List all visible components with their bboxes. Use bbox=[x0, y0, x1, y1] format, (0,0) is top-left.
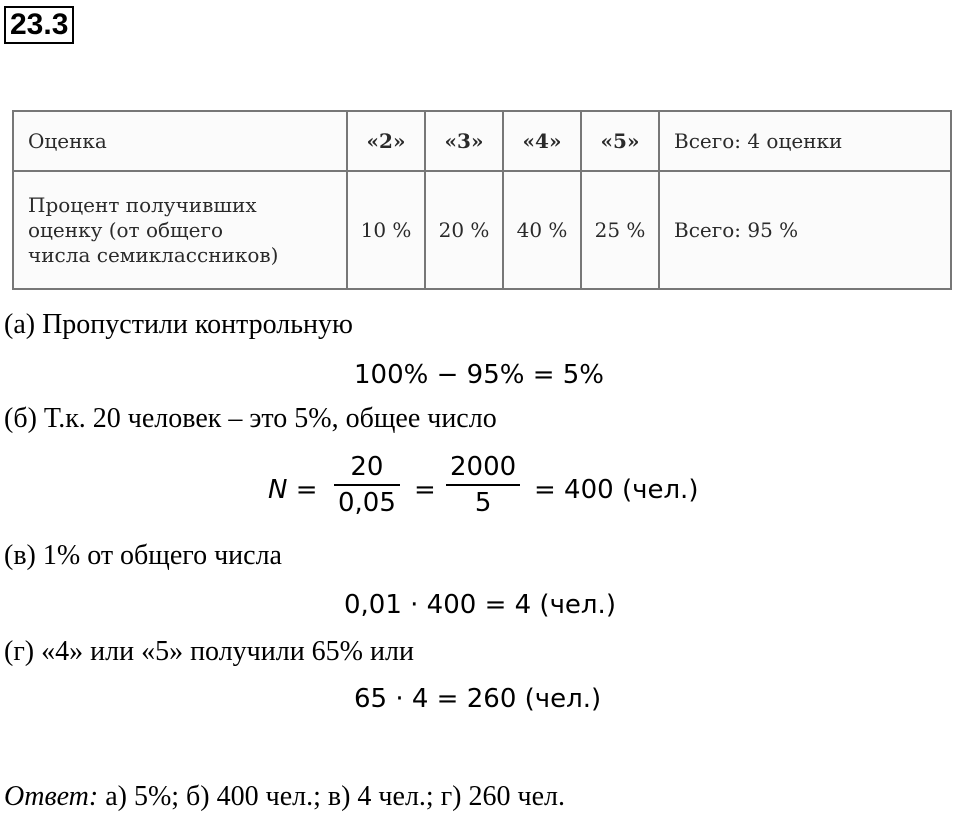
grades-table bbox=[12, 110, 952, 290]
grade-4-header: «4» bbox=[503, 111, 581, 171]
fraction-2000-over-5 bbox=[446, 450, 520, 520]
fraction-2-denominator: 5 bbox=[474, 488, 492, 518]
fraction-1-denominator: 0,05 bbox=[338, 488, 396, 518]
grade-5-header: «5» bbox=[581, 111, 659, 171]
grade-2-header: «2» bbox=[347, 111, 425, 171]
percent-grade-5: 25 % bbox=[581, 171, 659, 289]
total-grades-cell: Всего: 4 оценки bbox=[659, 111, 951, 171]
part-c-formula: 0,01 · 400 = 4 (чел.) bbox=[344, 590, 616, 620]
table-row-grades bbox=[13, 111, 951, 171]
part-d-formula: 65 · 4 = 260 (чел.) bbox=[354, 684, 602, 714]
problem-number: 23.3 bbox=[4, 6, 74, 44]
fraction-2-numerator: 2000 bbox=[446, 450, 520, 486]
answer-line bbox=[4, 781, 565, 813]
part-c-text: (в) 1% от общего числа bbox=[4, 540, 282, 571]
part-b-result: = 400 (чел.) bbox=[534, 475, 699, 505]
fraction-1-numerator: 20 bbox=[334, 450, 400, 486]
percent-grade-2: 10 % bbox=[347, 171, 425, 289]
row-label-percent bbox=[13, 171, 347, 289]
percent-label-line-2: оценку (от общего bbox=[28, 217, 223, 242]
table-row-percent bbox=[13, 171, 951, 289]
part-b-text: (б) Т.к. 20 человек – это 5%, общее число bbox=[4, 403, 497, 434]
part-a-text: (а) Пропустили контрольную bbox=[4, 309, 353, 340]
part-a-formula: 100% − 95% = 5% bbox=[354, 360, 604, 390]
grade-3-header: «3» bbox=[425, 111, 503, 171]
part-b-lhs: N = bbox=[268, 475, 318, 505]
answer-text: а) 5%; б) 400 чел.; в) 4 чел.; г) 260 чел. bbox=[98, 781, 565, 812]
percent-grade-3: 20 % bbox=[425, 171, 503, 289]
percent-grade-4: 40 % bbox=[503, 171, 581, 289]
fraction-20-over-005 bbox=[334, 450, 400, 520]
row-label-grade: Оценка bbox=[13, 111, 347, 171]
part-d-text: (г) «4» или «5» получили 65% или bbox=[4, 636, 414, 667]
answer-label: Ответ: bbox=[4, 781, 99, 812]
part-b-equals: = bbox=[414, 475, 436, 505]
percent-label-line-1: Процент получивших bbox=[28, 192, 257, 217]
percent-label-line-3: числа семиклассников) bbox=[28, 242, 279, 267]
total-percent-cell: Всего: 95 % bbox=[659, 171, 951, 289]
